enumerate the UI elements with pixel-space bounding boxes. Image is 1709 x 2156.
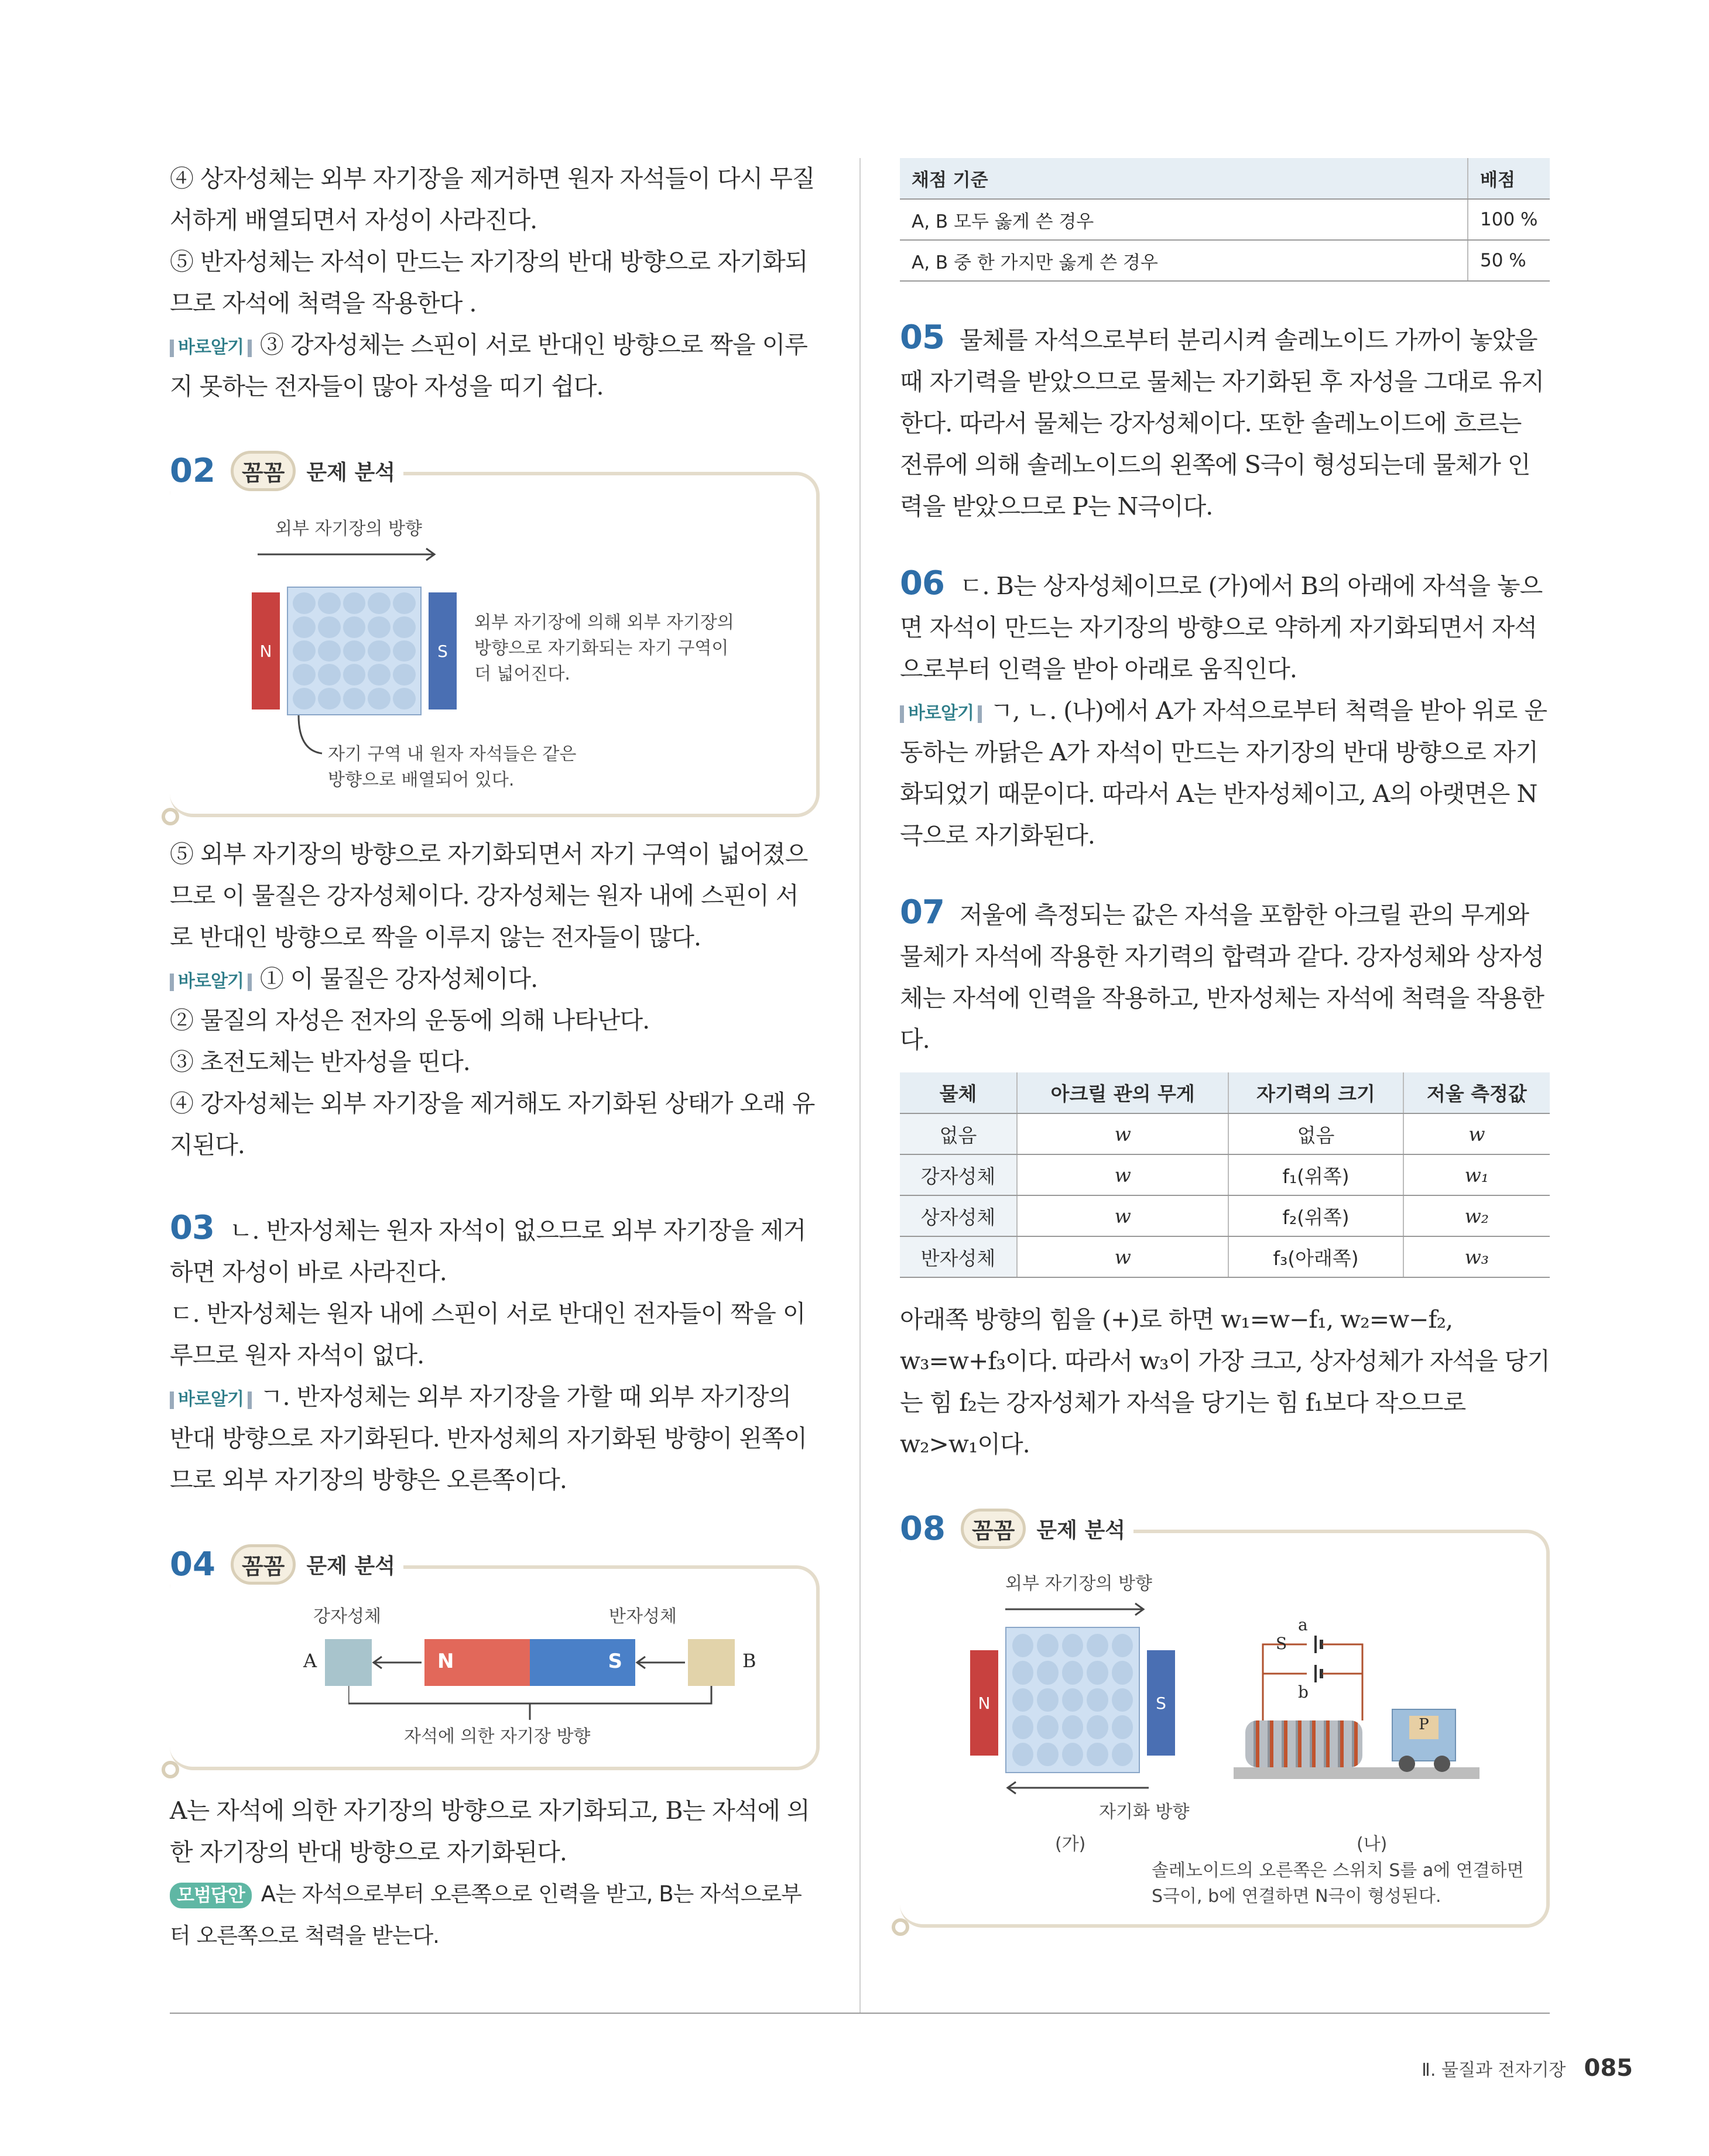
q07-text: 저울에 측정되는 값은 자석을 포함한 아크릴 관의 무게와 물체가 자석에 작용한 자기력의 합력과 같다. 강자성체와 상자성체는 자석에 인력을 작용하고, 반자성체는 자석에 척력을 작용한다. xyxy=(900,901,1544,1054)
block-a xyxy=(325,1639,372,1686)
obj-header-row xyxy=(900,1072,1550,1113)
model-answer-text: A는 자석으로부터 오른쪽으로 인력을 받고, B는 자석으로부터 오른쪽으로 척력을 받는다. xyxy=(170,1881,802,1948)
score-cell: 50 % xyxy=(1468,240,1550,281)
q07 xyxy=(900,892,1550,1061)
q08-head xyxy=(900,1509,1133,1549)
score-header-criteria: 채점 기준 xyxy=(900,158,1468,199)
q03-number: 03 xyxy=(170,1209,214,1247)
domain-block xyxy=(287,587,422,715)
label-b: B xyxy=(742,1650,756,1672)
obj-cell: 상자성체 xyxy=(900,1195,1017,1236)
page-number: 085 xyxy=(1584,2055,1633,2082)
q02-answer: ⑤ 외부 자기장의 방향으로 자기화되면서 자기 구역이 넓어졌으므로 이 물질은 강자성체이다. 강자성체는 원자 내에 스핀이 서로 반대인 방향으로 짝을 이루지 않는 전자들이 많다. xyxy=(170,840,808,951)
kkomkkom-badge: 꼼꼼 xyxy=(961,1509,1026,1549)
obj-header: 저울 측정값 xyxy=(1403,1072,1550,1113)
table-row xyxy=(900,199,1550,240)
left-column xyxy=(170,158,820,1956)
table-row xyxy=(900,1113,1550,1154)
q03-t2: ㄷ. 반자성체는 원자 내에 스핀이 서로 반대인 전자들이 짝을 이루므로 원자 자석이 없다. xyxy=(170,1300,806,1369)
solenoid xyxy=(1245,1720,1362,1767)
panel-title: 문제 분석 xyxy=(1036,1519,1125,1543)
switch-s: S xyxy=(1276,1634,1287,1653)
block-b xyxy=(688,1639,735,1686)
q08-n-label: N xyxy=(978,1693,991,1713)
panel-dot xyxy=(162,1761,179,1778)
obj-header: 자기력의 크기 xyxy=(1228,1072,1403,1113)
table-row xyxy=(900,1195,1550,1236)
wheel xyxy=(1399,1756,1415,1772)
q03-t1: ㄴ. 반자성체는 원자 자석이 없으므로 외부 자기장을 제거하면 자성이 바로 사라진다. xyxy=(170,1216,806,1286)
l-p3 xyxy=(170,324,820,407)
magnet-n-label: N xyxy=(437,1650,454,1673)
q08-north-pole xyxy=(970,1650,998,1756)
magnet-n xyxy=(424,1639,530,1686)
obj-cell: f₃(아래쪽) xyxy=(1228,1236,1403,1277)
q02-w1: ① 이 물질은 강자성체이다. xyxy=(259,965,538,993)
q04-model xyxy=(170,1873,820,1956)
q05-number: 05 xyxy=(900,318,944,357)
obj-cell: 강자성체 xyxy=(900,1154,1017,1195)
q02-note: 외부 자기장에 의해 외부 자기장의 방향으로 자기화되는 자기 구역이 더 넓어진다. xyxy=(474,612,734,684)
n-label: N xyxy=(259,641,272,661)
model-answer-tag: 모범답안 xyxy=(170,1883,252,1908)
q05-text: 물체를 자석으로부터 분리시켜 솔레노이드 가까이 놓았을 때 자기력을 받았으므로 물체는 자기화된 후 자성을 그대로 유지한다. 따라서 물체는 강자성체이다. 또한 솔레노이드에 흐르는 전류에 의해 솔레노이드의 왼쪽에 S극이 형성되는데 물체가 인력을 받았으므로 P는 N극이다. xyxy=(900,326,1544,520)
q03-t3 xyxy=(170,1376,820,1501)
panel-dot xyxy=(892,1918,909,1936)
obj-cell: w xyxy=(1017,1113,1228,1154)
object-table xyxy=(900,1072,1550,1278)
q04-number: 04 xyxy=(170,1545,215,1583)
q06-correction xyxy=(900,690,1550,856)
correction-tag: 바로알기 xyxy=(170,970,252,993)
score-cell: 100 % xyxy=(1468,199,1550,240)
q08-domain-block xyxy=(1005,1627,1140,1773)
obj-cell: 없음 xyxy=(1228,1113,1403,1154)
mag-dir-label: 자기화 방향 xyxy=(1099,1802,1190,1822)
obj-cell: w xyxy=(1017,1236,1228,1277)
q06-number: 06 xyxy=(900,564,944,602)
q02-w4: ④ 강자성체는 외부 자기장을 제거해도 자기화된 상태가 오래 유지된다. xyxy=(170,1089,815,1159)
q06-wrong: ㄱ, ㄴ. (나)에서 A가 자석으로부터 척력을 받아 위로 운동하는 까닭은 A가 자석이 만드는 자기장의 반대 방향으로 자기화되었기 때문이다. 따라서 A는 반자성체이고, A의 아랫면은 N극으로 자기화된다. xyxy=(900,697,1547,849)
q02-w3: ③ 초전도체는 반자성을 띤다. xyxy=(170,1048,470,1076)
l-p1: ④ 상자성체는 외부 자기장을 제거하면 원자 자석들이 다시 무질서하게 배열되면서 자성이 사라진다. xyxy=(170,164,815,234)
score-header-points: 배점 xyxy=(1468,158,1550,199)
wheel xyxy=(1434,1756,1450,1772)
q08-note: 솔레노이드의 오른쪽은 스위치 S를 a에 연결하면 S극이, b에 연결하면 N극이 형성된다. xyxy=(1152,1860,1524,1907)
obj-header: 물체 xyxy=(900,1072,1017,1113)
q04-head xyxy=(170,1544,403,1585)
north-pole xyxy=(252,592,280,709)
q02-number: 02 xyxy=(170,452,215,490)
switch-b: b xyxy=(1298,1682,1309,1702)
q03-line1 xyxy=(170,1207,820,1293)
dia-label: 반자성체 xyxy=(609,1606,677,1627)
q08-number: 08 xyxy=(900,1510,946,1548)
correction-tag: 바로알기 xyxy=(170,1388,252,1411)
correction-tag: 바로알기 xyxy=(170,336,252,359)
obj-cell: 없음 xyxy=(900,1113,1017,1154)
magnet-s xyxy=(530,1639,635,1686)
field-bracket xyxy=(348,1686,717,1721)
obj-cell: w xyxy=(1403,1113,1550,1154)
q08-south-pole xyxy=(1147,1650,1175,1756)
bottom-rule xyxy=(170,2013,1550,2014)
object-p: P xyxy=(1409,1716,1439,1739)
south-pole xyxy=(429,592,457,709)
panel-title: 문제 분석 xyxy=(306,461,395,485)
obj-cell: w₁ xyxy=(1403,1154,1550,1195)
label-ga: (가) xyxy=(1055,1834,1086,1855)
q08-field-arrow xyxy=(1005,1600,1152,1618)
ferro-label: 강자성체 xyxy=(313,1606,381,1627)
panel-dot xyxy=(162,808,179,825)
q06-text: ㄷ. B는 상자성체이므로 (가)에서 B의 아래에 자석을 놓으면 자석이 만드는 자기장의 방향으로 약하게 자기화되면서 자석으로부터 인력을 받아 아래로 움직인다. xyxy=(900,572,1543,683)
arrow-b xyxy=(635,1654,688,1671)
q08-s-label: S xyxy=(1156,1693,1166,1713)
q07-number: 07 xyxy=(900,893,944,931)
q03-t3-text: ㄱ. 반자성체는 외부 자기장을 가할 때 외부 자기장의 반대 방향으로 자기화된다. 반자성체의 자기화된 방향이 왼쪽이므로 외부 자기장의 방향은 오른쪽이다. xyxy=(170,1383,807,1494)
table-row xyxy=(900,1236,1550,1277)
score-header-row xyxy=(900,158,1550,199)
obj-cell: w₂ xyxy=(1403,1195,1550,1236)
switch-a: a xyxy=(1298,1615,1308,1634)
arrow-a xyxy=(372,1654,424,1671)
obj-cell: 반자성체 xyxy=(900,1236,1017,1277)
score-cell: A, B 모두 옳게 쓴 경우 xyxy=(900,199,1468,240)
q02-domain-note: 자기 구역 내 원자 자석들은 같은 방향으로 배열되어 있다. xyxy=(328,744,577,790)
q08-field-label: 외부 자기장의 방향 xyxy=(1005,1574,1152,1594)
q05 xyxy=(900,317,1550,527)
q06 xyxy=(900,563,1550,690)
column-divider xyxy=(859,158,861,2013)
label-na: (나) xyxy=(1357,1834,1388,1855)
obj-cell: w₃ xyxy=(1403,1236,1550,1277)
kkomkkom-badge: 꼼꼼 xyxy=(231,1544,296,1585)
domain-pointer xyxy=(296,715,325,762)
score-table xyxy=(900,158,1550,282)
field-label: 외부 자기장의 방향 xyxy=(275,519,422,539)
circuit-wires xyxy=(1251,1609,1386,1726)
q02-corrections xyxy=(170,958,820,1000)
q04-panel xyxy=(170,1545,820,1770)
obj-cell: f₂(위쪽) xyxy=(1228,1195,1403,1236)
correction-tag: 바로알기 xyxy=(900,702,982,725)
score-cell: A, B 중 한 가지만 옳게 쓴 경우 xyxy=(900,240,1468,281)
q02-panel xyxy=(170,452,820,817)
q02-w2: ② 물질의 자성은 전자의 운동에 의해 나타난다. xyxy=(170,1006,650,1034)
chapter-label: Ⅱ. 물질과 전자기장 xyxy=(1422,2060,1566,2080)
panel-title: 문제 분석 xyxy=(306,1554,395,1578)
obj-header: 아크릴 관의 무게 xyxy=(1017,1072,1228,1113)
q02-head xyxy=(170,451,403,491)
s-label: S xyxy=(437,641,448,661)
kkomkkom-badge: 꼼꼼 xyxy=(231,451,296,491)
l-p2: ⑤ 반자성체는 자석이 만드는 자기장의 반대 방향으로 자기화되므로 자석에 척력을 작용한다 . xyxy=(170,248,808,317)
field-arrow xyxy=(258,546,445,563)
correction-text: ③ 강자성체는 스핀이 서로 반대인 방향으로 짝을 이루지 못하는 전자들이 많아 자성을 띠기 쉽다. xyxy=(170,331,807,400)
table-row xyxy=(900,1154,1550,1195)
obj-cell: w xyxy=(1017,1195,1228,1236)
q08-panel xyxy=(900,1510,1550,1928)
page-footer xyxy=(1422,2055,1633,2082)
table-row xyxy=(900,240,1550,281)
mag-dir-arrow xyxy=(1005,1779,1152,1797)
obj-cell: w xyxy=(1017,1154,1228,1195)
q04-answer: A는 자석에 의한 자기장의 방향으로 자기화되고, B는 자석에 의한 자기장의 반대 방향으로 자기화된다. xyxy=(170,1797,810,1866)
magnet-s-label: S xyxy=(608,1650,622,1673)
right-column xyxy=(900,158,1550,1928)
q04-caption: 자석에 의한 자기장 방향 xyxy=(404,1726,591,1747)
label-a: A xyxy=(303,1650,317,1672)
obj-cell: f₁(위쪽) xyxy=(1228,1154,1403,1195)
q07-answer: 아래쪽 방향의 힘을 (+)로 하면 w₁=w−f₁, w₂=w−f₂, w₃=w+f₃이다. 따라서 w₃이 가장 크고, 상자성체가 자석을 당기는 힘 f₂는 강자성체가 자석을 당기는 힘 f₁보다 작으므로 w₂>w₁이다. xyxy=(900,1305,1550,1458)
